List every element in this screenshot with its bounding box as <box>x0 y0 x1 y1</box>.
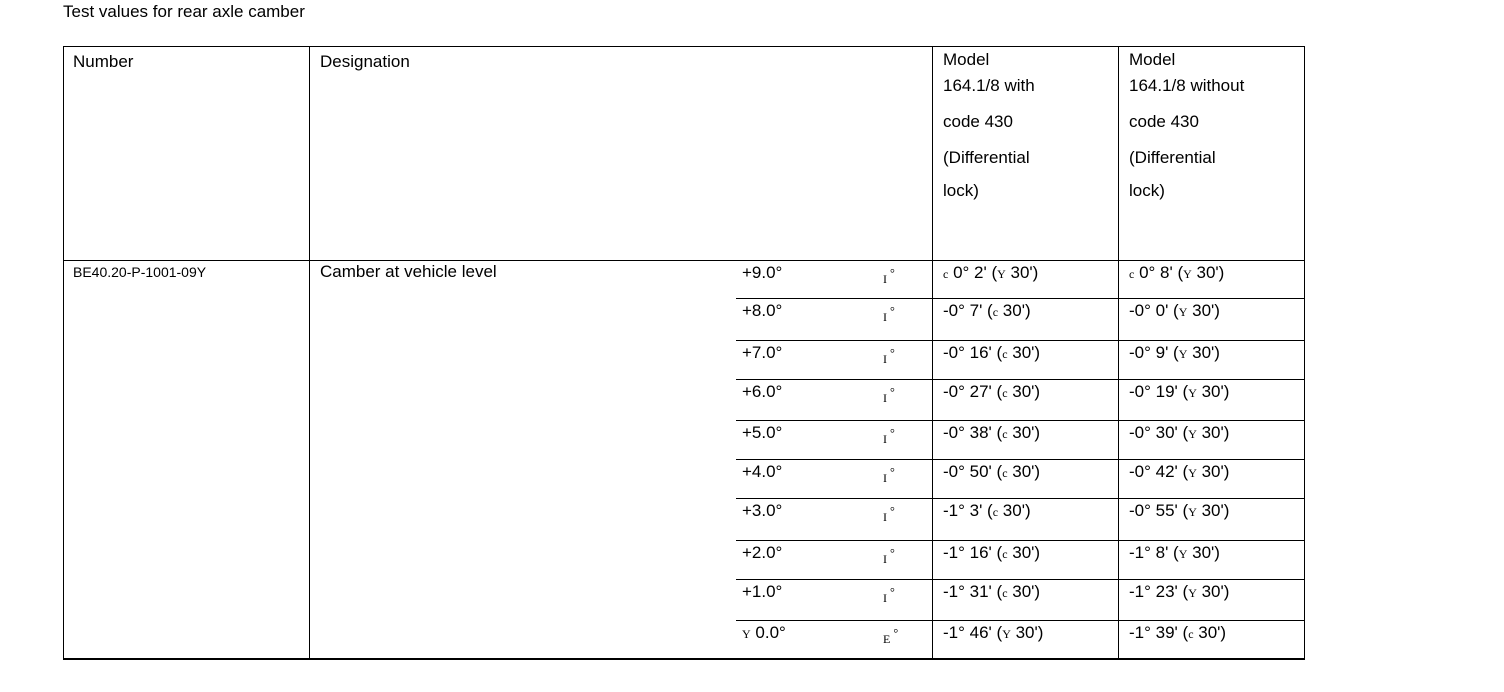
header-model-without-line: Model <box>1129 50 1176 69</box>
unit-symbol-letter: I <box>883 391 887 405</box>
value-without-code-430 <box>1129 499 1229 524</box>
angle-text: +2.0° <box>742 543 783 562</box>
angle-text: +5.0° <box>742 423 783 442</box>
unit-degree-mark: ° <box>887 504 895 518</box>
table-right-border <box>1304 46 1305 660</box>
value-without-code-430 <box>1129 621 1226 646</box>
value-text: -0° 16' ( <box>943 343 1003 362</box>
header-model-with-line: 164.1/8 with <box>943 76 1035 95</box>
unit-symbol <box>883 380 895 410</box>
value-text: 0° 8' ( <box>1139 263 1184 282</box>
value-text: -0° 27' ( <box>943 382 1003 401</box>
row-designation: Camber at vehicle level <box>320 262 497 281</box>
tolerance-symbol: Y <box>1188 466 1197 480</box>
value-without-code-430 <box>1129 261 1224 286</box>
tolerance-text: 30') <box>1196 582 1230 601</box>
value-text: -0° 7' ( <box>943 301 993 320</box>
tolerance-text: 30') <box>1007 343 1041 362</box>
unit-symbol <box>883 421 895 451</box>
value-with-code-430 <box>943 421 1040 446</box>
col-divider-number <box>309 46 310 660</box>
tolerance-text: 30') <box>1196 501 1230 520</box>
tolerance-text: 30') <box>1196 382 1230 401</box>
tolerance-symbol: Y <box>1188 505 1197 519</box>
table-left-border <box>63 46 64 660</box>
tolerance-symbol: Y <box>1188 427 1197 441</box>
unit-symbol <box>883 621 898 651</box>
value-with-code-430 <box>943 380 1040 405</box>
tolerance-symbol: c <box>1002 386 1008 400</box>
tolerance-symbol: Y <box>1178 547 1188 561</box>
angle-value <box>742 421 782 445</box>
tolerance-symbol: c <box>1188 627 1194 641</box>
unit-symbol-letter: I <box>883 272 887 286</box>
value-text: -1° 3' ( <box>943 501 993 520</box>
value-text: -0° 30' ( <box>1129 423 1189 442</box>
tolerance-symbol: c <box>1002 586 1008 600</box>
angle-value <box>742 460 782 484</box>
tolerance-symbol: Y <box>1188 586 1197 600</box>
value-text: -0° 19' ( <box>1129 382 1189 401</box>
unit-symbol-letter: I <box>883 352 887 366</box>
tolerance-symbol: Y <box>997 267 1006 281</box>
value-text: -1° 39' ( <box>1129 623 1189 642</box>
value-without-code-430 <box>1129 541 1220 566</box>
tolerance-symbol: c <box>1002 466 1008 480</box>
value-with-code-430 <box>943 261 1038 286</box>
tolerance-symbol: c <box>992 305 999 319</box>
tolerance-text: 30') <box>1193 623 1227 642</box>
unit-symbol <box>883 541 895 571</box>
unit-symbol <box>883 580 895 610</box>
unit-degree-mark: ° <box>887 385 895 399</box>
value-without-code-430 <box>1129 380 1229 405</box>
value-with-code-430 <box>943 341 1040 366</box>
tolerance-text: 30') <box>1187 343 1220 362</box>
value-without-code-430 <box>1129 460 1229 485</box>
value-text: -0° 0' ( <box>1129 301 1179 320</box>
angle-text: 0.0° <box>755 623 786 642</box>
value-text: -0° 50' ( <box>943 462 1003 481</box>
header-model-with-line: lock) <box>943 181 979 200</box>
value-text: 0° 2' ( <box>953 263 998 282</box>
angle-text: +4.0° <box>742 462 783 481</box>
angle-value <box>742 341 782 365</box>
value-text: -1° 23' ( <box>1129 582 1189 601</box>
unit-degree-mark: ° <box>890 626 899 640</box>
value-with-code-430 <box>943 499 1031 524</box>
tolerance-symbol: Y <box>1183 267 1192 281</box>
unit-symbol-letter: I <box>883 510 887 524</box>
angle-text: +3.0° <box>742 501 783 520</box>
tolerance-symbol: Y <box>1188 386 1197 400</box>
value-without-code-430 <box>1129 421 1229 446</box>
tolerance-text: 30') <box>1010 623 1044 642</box>
angle-value <box>742 380 782 404</box>
header-model-without-line: code 430 <box>1129 112 1199 131</box>
col-divider-designation <box>932 46 933 658</box>
tolerance-symbol: c <box>1129 267 1135 281</box>
unit-symbol-letter: E <box>883 632 891 646</box>
header-designation: Designation <box>320 52 410 71</box>
tolerance-symbol: Y <box>1002 627 1011 641</box>
value-text: -1° 8' ( <box>1129 543 1179 562</box>
value-text: -0° 55' ( <box>1129 501 1189 520</box>
unit-degree-mark: ° <box>887 266 895 280</box>
tolerance-text: 30') <box>1187 543 1220 562</box>
value-with-code-430 <box>943 621 1043 646</box>
unit-symbol-letter: I <box>883 591 887 605</box>
angle-text: +7.0° <box>742 343 783 362</box>
unit-symbol-letter: I <box>883 310 887 324</box>
unit-degree-mark: ° <box>887 585 895 599</box>
camber-table <box>63 46 1305 660</box>
unit-degree-mark: ° <box>887 304 895 318</box>
angle-value <box>742 580 782 604</box>
header-model-with-line: (Differential <box>943 148 1030 167</box>
unit-symbol <box>883 299 895 329</box>
angle-value <box>742 499 782 523</box>
unit-symbol <box>883 499 895 529</box>
angle-value <box>742 621 786 646</box>
tolerance-text: 30') <box>1196 423 1230 442</box>
tolerance-text: 30') <box>998 501 1031 520</box>
row-number: BE40.20-P-1001-09Y <box>73 264 207 280</box>
page-title: Test values for rear axle camber <box>63 2 305 21</box>
angle-text: +6.0° <box>742 382 783 401</box>
value-with-code-430 <box>943 299 1031 324</box>
tolerance-symbol: Y <box>1178 347 1188 361</box>
angle-value <box>742 299 782 323</box>
tolerance-text: 30') <box>1007 462 1041 481</box>
header-model-with-line: Model <box>943 50 990 69</box>
tolerance-text: 30') <box>1007 423 1041 442</box>
angle-text: +9.0° <box>742 263 783 282</box>
unit-symbol <box>883 261 895 291</box>
tolerance-text: 30') <box>1191 263 1225 282</box>
header-model-without-line: lock) <box>1129 181 1165 200</box>
angle-value <box>742 261 782 285</box>
value-with-code-430 <box>943 580 1040 605</box>
unit-symbol-letter: I <box>883 552 887 566</box>
value-with-code-430 <box>943 460 1040 485</box>
angle-text: +1.0° <box>742 582 783 601</box>
value-text: -0° 9' ( <box>1129 343 1179 362</box>
tolerance-symbol: Y <box>1178 305 1188 319</box>
tolerance-text: 30') <box>1187 301 1220 320</box>
tolerance-symbol: c <box>1002 547 1008 561</box>
tolerance-text: 30') <box>1007 582 1041 601</box>
value-text: -1° 31' ( <box>943 582 1003 601</box>
value-text: -0° 42' ( <box>1129 462 1189 481</box>
tolerance-symbol: c <box>1002 427 1008 441</box>
tolerance-text: 30') <box>1007 382 1041 401</box>
col-divider-model <box>1118 46 1119 658</box>
angle-symbol: Y <box>742 627 751 641</box>
tolerance-text: 30') <box>1005 263 1039 282</box>
tolerance-symbol: c <box>943 267 949 281</box>
unit-symbol-letter: I <box>883 432 887 446</box>
angle-value <box>742 541 782 565</box>
header-model-without-line: (Differential <box>1129 148 1216 167</box>
value-with-code-430 <box>943 541 1040 566</box>
value-text: -0° 38' ( <box>943 423 1003 442</box>
unit-symbol-letter: I <box>883 471 887 485</box>
tolerance-symbol: c <box>1002 347 1008 361</box>
value-without-code-430 <box>1129 341 1220 366</box>
angle-text: +8.0° <box>742 301 783 320</box>
table-bottom-border <box>63 658 1305 660</box>
tolerance-text: 30') <box>998 301 1031 320</box>
value-text: -1° 46' ( <box>943 623 1003 642</box>
unit-symbol <box>883 460 895 490</box>
unit-degree-mark: ° <box>887 465 895 479</box>
tolerance-symbol: c <box>992 505 999 519</box>
header-model-with-line: code 430 <box>943 112 1013 131</box>
value-text: -1° 16' ( <box>943 543 1003 562</box>
unit-degree-mark: ° <box>887 346 895 360</box>
unit-degree-mark: ° <box>887 426 895 440</box>
value-without-code-430 <box>1129 580 1229 605</box>
tolerance-text: 30') <box>1196 462 1230 481</box>
unit-degree-mark: ° <box>887 546 895 560</box>
value-without-code-430 <box>1129 299 1220 324</box>
unit-symbol <box>883 341 895 371</box>
tolerance-text: 30') <box>1007 543 1041 562</box>
header-model-without-line: 164.1/8 without <box>1129 76 1245 95</box>
header-number: Number <box>73 52 134 71</box>
